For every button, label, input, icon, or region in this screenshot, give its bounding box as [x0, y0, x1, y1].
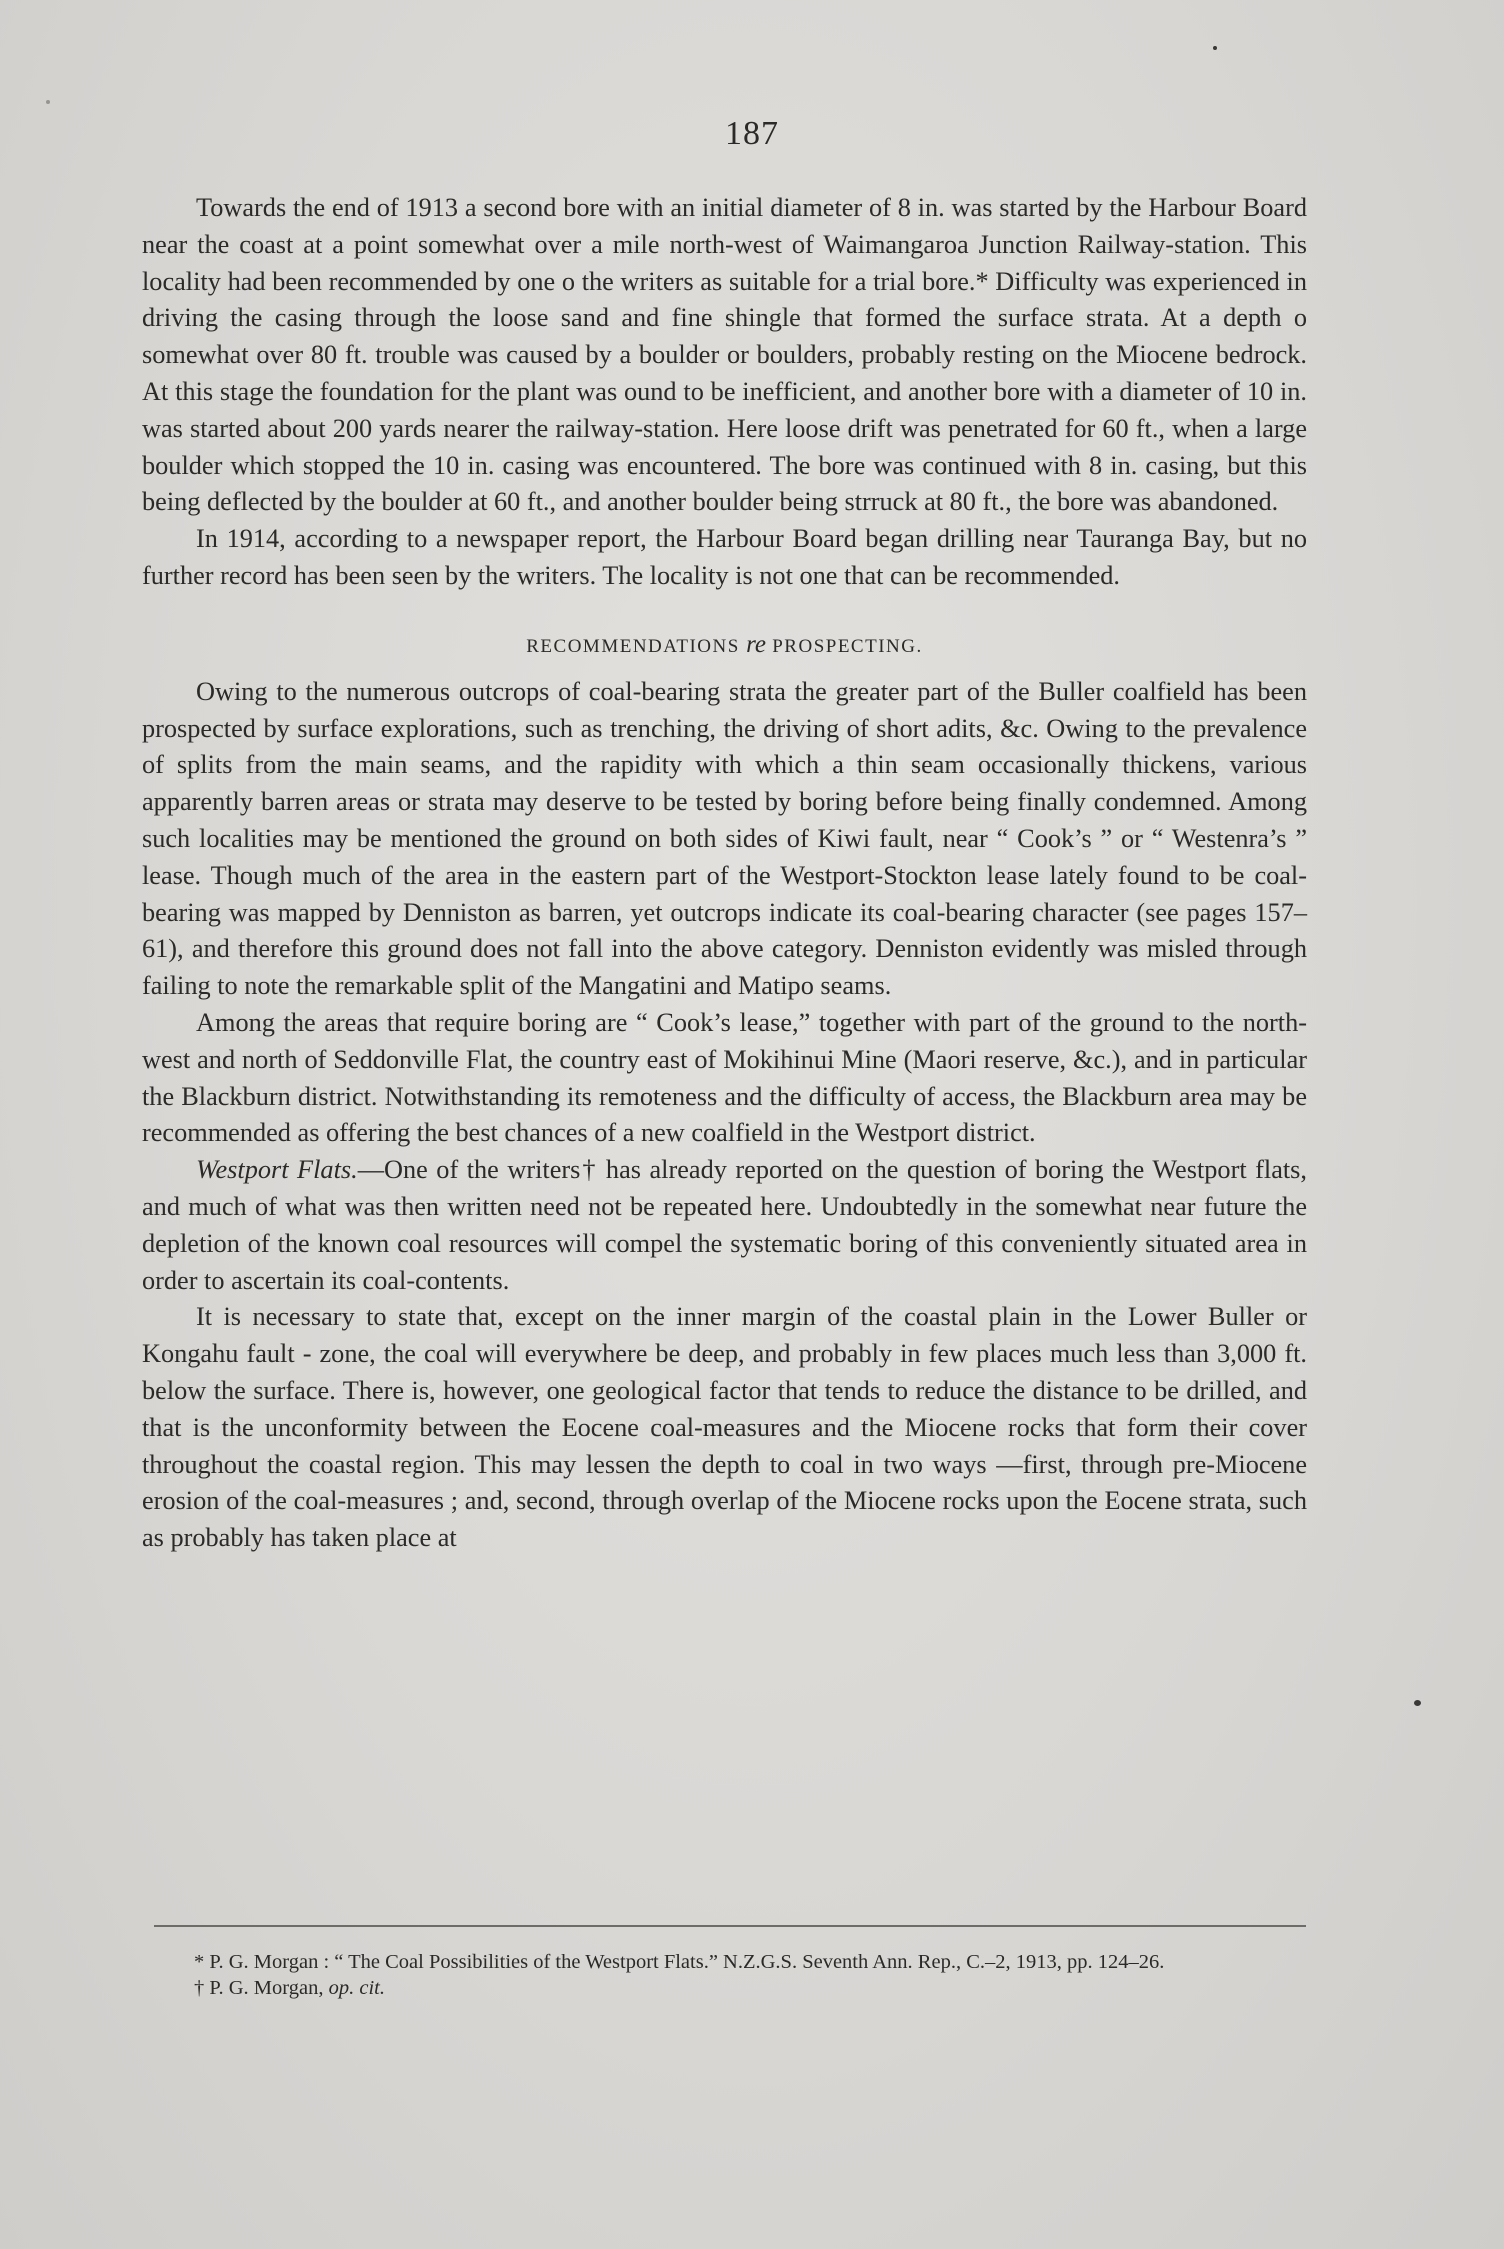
footnote-rule [154, 1925, 1306, 1927]
paper-speck [1414, 1700, 1421, 1706]
paragraph-coal-depth: It is necessary to state that, except on the inner margin of the coastal plain in the Lower Buller or Kongahu fault - zone, the coal will everywhere be deep, and probably in few places much less than 3,000 ft. below the surface. There is, however, one geological factor that tends to reduce the distance to be drilled, and that is the unconformity between the Eocene coal-measures and the Miocene rocks that form their cover throughout the coastal region. This may lessen the depth to coal in two ways —first, through pre-Miocene erosion of the coal-measures ; and, second, through overlap of the Miocene rocks upon the Eocene strata, such as probably has taken place at [142, 1302, 1307, 1553]
footnote-dagger [146, 1976, 1311, 2002]
paragraph-second-bore: Towards the end of 1913 a second bore with an initial diameter of 8 in. was started by the Harbour Board near the coast at a point somewhat over a mile north-west of Waimangaroa Junction Railway-station. This locality had been recommended by one o the writers as suitable for a trial bore.* Difficulty was experienced in driving the casing through the loose sand and fine shingle that formed the surface strata. At a depth o somewhat over 80 ft. trouble was caused by a boulder or boulders, probably resting on the Miocene bedrock. At this stage the foundation for the plant was ound to be inefficient, and another bore with a diameter of 10 in. was started about 200 yards nearer the railway-station. Here loose drift was penetrated for 60 ft., when a large boulder which stopped the 10 in. casing was encountered. The bore was continued with 8 in. casing, but this being deflected by the boulder at 60 ft., and another boulder being strruck at 80 ft., the bore was abandoned. [142, 193, 1307, 517]
footnote-dagger-prefix: † P. G. Morgan, [194, 1976, 329, 1999]
paper-speck [46, 100, 50, 104]
paper-speck [1213, 46, 1217, 50]
footnote-asterisk: * P. G. Morgan : “ The Coal Possibilities of the Westport Flats.” N.Z.G.S. Seventh Ann. Rep., C.–2, 1913, pp. 124–26. [194, 1951, 1165, 1973]
section-heading-before: RECOMMENDATIONS [526, 635, 740, 657]
paragraph-westport-flats [142, 1152, 1307, 1299]
section-heading [142, 632, 1307, 660]
section-heading-after: PROSPECTING. [772, 635, 923, 657]
section-heading-italic: re [746, 630, 766, 658]
body-text [142, 190, 1307, 1557]
paragraph-tauranga-bay: In 1914, according to a newspaper report, the Harbour Board began drilling near Tauranga Bay, but no further record has been seen by the writers. The locality is not one that can be recommended. [142, 524, 1307, 590]
paragraph-outcrops: Owing to the numerous outcrops of coal-bearing strata the greater part of the Buller coalfield has been prospected by surface explorations, such as trenching, the driving of short adits, &c. Owing to the prevalence of splits from the main seams, and the rapidity with which a thin seam occasionally thickens, various apparently barren areas or strata may deserve to be tested by boring before being finally condemned. Among such localities may be mentioned the ground on both sides of Kiwi fault, near “ Cook’s ” or “ Westenra’s ” lease. Though much of the area in the eastern part of the Westport-Stockton lease lately found to be coal-bearing was mapped by Denniston as barren, yet outcrops indicate its coal-bearing character (see pages 157–61), and therefore this ground does not fall into the above category. Denniston evidently was misled through failing to note the remarkable split of the Mangatini and Matipo seams. [142, 676, 1307, 1001]
run-in-heading: Westport Flats. [196, 1155, 358, 1185]
paragraph-westport-flats-text: —One of the writers† has already reported on the question of boring the Westport flats, and much of what was then written need not be repeated here. Undoubtedly in the somewhat near future the depletion of the known coal resources will compel the systematic boring of this conveniently situated area in order to ascertain its coal-contents. [142, 1155, 1307, 1295]
footnotes [146, 1950, 1311, 2001]
page-number: 187 [725, 115, 779, 152]
footnote-dagger-citation: op. cit. [328, 1976, 385, 1999]
paragraph-areas-requiring-boring: Among the areas that require boring are “ Cook’s lease,” together with part of the ground to the north-west and north of Seddonville Flat, the country east of Mokihinui Mine (Maori reserve, &c.), and in particular the Blackburn district. Notwithstanding its remoteness and the difficulty of access, the Blackburn area may be recommended as offering the best chances of a new coalfield in the Westport district. [142, 1007, 1307, 1148]
